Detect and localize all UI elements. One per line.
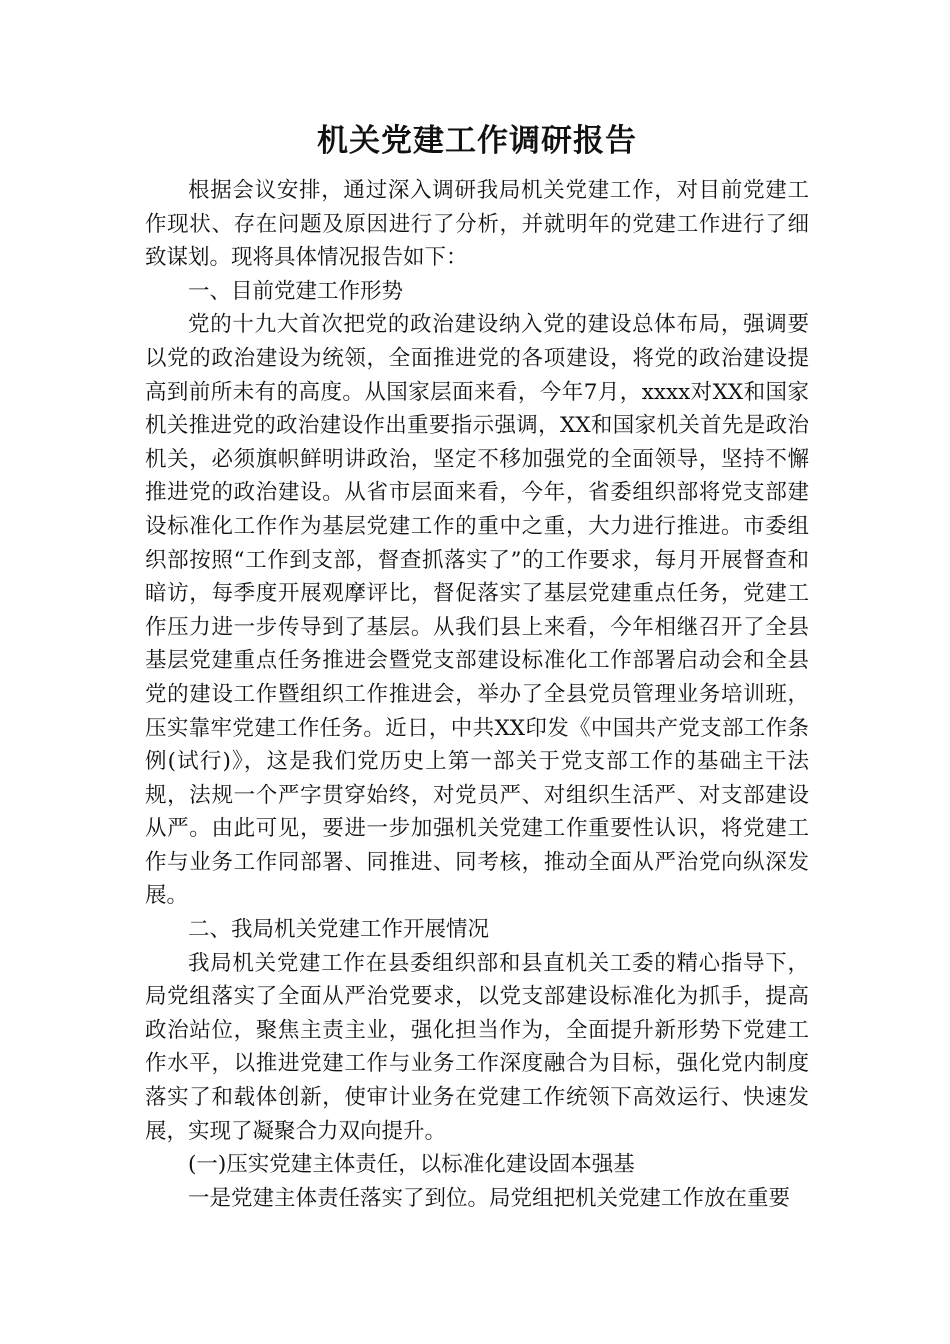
subsection-heading-1: (一)压实党建主体责任，以标准化建设固本强基 bbox=[188, 1152, 635, 1178]
section-2-paragraph: 我局机关党建工作在县委组织部和县直机关工委的精心指导下，局党组落实了全面从严治党要求，以党支部建设标准化为抓手，提高政治站位，聚焦主责主业，强化担当作为，全面提升新形势下党建工作水平，以推进党建工作与业务工作深度融合为目标，强化党内制度落实了和载体创新，使审计业务在党建工作统领下高效运行、快速发展，实现了凝聚合力双向提升。 bbox=[145, 950, 809, 1144]
section-heading-1: 一、目前党建工作形势 bbox=[188, 278, 404, 304]
document-title: 机关党建工作调研报告 bbox=[317, 123, 637, 159]
section-heading-2: 二、我局机关党建工作开展情况 bbox=[188, 917, 490, 943]
subsection-1-paragraph: 一是党建主体责任落实了到位。局党组把机关党建工作放在重要 bbox=[188, 1185, 791, 1211]
intro-paragraph: 根据会议安排，通过深入调研我局机关党建工作，对目前党建工作现状、存在问题及原因进行了分析，并就明年的党建工作进行了细致谋划。现将具体情况报告如下： bbox=[145, 178, 809, 271]
document-content bbox=[145, 118, 809, 1215]
section-1-paragraph: 党的十九大首次把党的政治建设纳入党的建设总体布局，强调要以党的政治建设为统领，全面推进党的各项建设，将党的政治建设提高到前所未有的高度。从国家层面来看，今年7月，xxxx对XX和国家机关推进党的政治建设作出重要指示强调，XX和国家机关首先是政治机关，必须旗帜鲜明讲政治，坚定不移加强党的全面领导，坚持不懈推进党的政治建设。从省市层面来看，今年，省委组织部将党支部建设标准化工作作为基层党建工作的重中之重，大力进行推进。市委组织部按照“工作到支部，督查抓落实了”的工作要求，每月开展督查和暗访，每季度开展观摩评比，督促落实了基层党建重点任务，党建工作压力进一步传导到了基层。从我们县上来看，今年相继召开了全县基层党建重点任务推进会暨党支部建设标准化工作部署启动会和全县党的建设工作暨组织工作推进会，举办了全县党员管理业务培训班，压实靠牢党建工作任务。近日，中共XX印发《中国共产党支部工作条例(试行)》，这是我们党历史上第一部关于党支部工作的基础主干法规，法规一个严字贯穿始终，对党员严、对组织生活严、对支部建设从严。由此可见，要进一步加强机关党建工作重要性认识，将党建工作与业务工作同部署、同推进、同考核，推动全面从严治党向纵深发展。 bbox=[145, 312, 809, 909]
